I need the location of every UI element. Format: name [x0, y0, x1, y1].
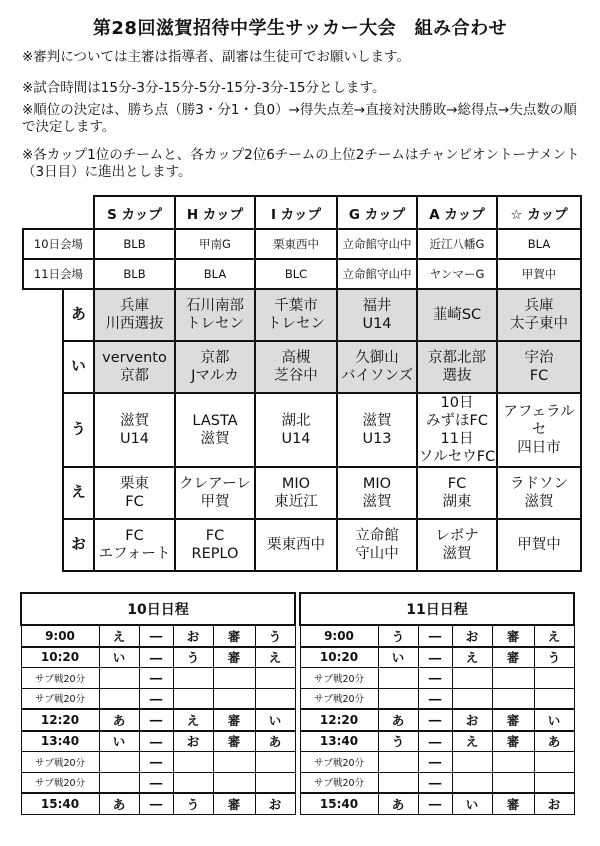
referee-mark	[492, 752, 534, 773]
venue-row	[23, 259, 581, 289]
schedule-cell	[378, 668, 418, 689]
schedule-time: 15:40	[300, 793, 378, 814]
schedule-cell: あ	[255, 731, 295, 752]
schedule-row	[300, 731, 574, 752]
schedule-cell: え	[534, 625, 574, 647]
schedule-cell	[99, 772, 139, 793]
cup-header: S カップ	[94, 196, 175, 229]
team-cell	[94, 341, 175, 393]
team-name-line: クレアーレ	[179, 476, 251, 492]
schedule-cell	[99, 752, 139, 773]
team-cell	[255, 467, 337, 519]
team-cell	[94, 393, 175, 467]
team-name-line: 甲賀	[200, 494, 230, 510]
schedule-time: サブ戦20分	[21, 688, 99, 709]
team-cell	[94, 289, 175, 341]
schedule-row	[300, 688, 574, 709]
venue-row	[23, 229, 581, 259]
schedule-cell	[99, 688, 139, 709]
schedule-time: サブ戦20分	[300, 688, 378, 709]
team-name-line: 石川南部	[186, 298, 244, 314]
team-name-line: MIO	[362, 476, 392, 492]
group-row	[23, 393, 581, 467]
team-name-line: 栗東西中	[267, 537, 325, 553]
team-name-line: U13	[362, 431, 392, 447]
schedule-cell	[452, 772, 492, 793]
venue-label: 10日会場	[23, 229, 94, 259]
venue-cell: BLA	[497, 229, 581, 259]
schedule-cell	[255, 688, 295, 709]
team-name-line: 滋賀	[362, 494, 392, 510]
schedule-cell: あ	[99, 793, 139, 814]
schedule-cell: え	[452, 731, 492, 752]
team-cell	[175, 341, 255, 393]
group-table	[22, 195, 582, 572]
schedule-time: サブ戦20分	[21, 752, 99, 773]
team-name-line: MIO	[281, 476, 311, 492]
team-name-line: FC	[125, 494, 144, 510]
schedule-cell: ―	[139, 625, 173, 647]
referee-mark	[213, 668, 255, 689]
schedule-cell: え	[99, 625, 139, 647]
team-name-line: Jマルカ	[191, 368, 239, 384]
team-name-line: 兵庫	[524, 298, 554, 314]
schedule-row	[21, 793, 295, 814]
schedule-time: 9:00	[300, 625, 378, 647]
referee-mark: 審	[492, 731, 534, 752]
team-name-line: トレセン	[267, 316, 325, 332]
venue-cell: BLB	[94, 229, 175, 259]
schedule-cell: ―	[139, 731, 173, 752]
team-name-line: エフォート	[98, 546, 171, 562]
schedule-time: 12:20	[21, 709, 99, 731]
schedule-row	[21, 625, 295, 647]
schedule-cell	[255, 772, 295, 793]
team-cell	[497, 393, 581, 467]
schedule-cell: お	[452, 709, 492, 731]
team-name-line: FC	[447, 476, 467, 492]
note-match-time: ※試合時間は15分-3分-15分-5分-15分-3分-15分とします。	[22, 80, 386, 96]
team-name-line: 滋賀	[200, 431, 230, 447]
team-name-line: 久御山	[355, 350, 399, 366]
schedule-row	[21, 647, 295, 668]
team-name-line: ラドソン	[510, 476, 568, 492]
schedule-cell: う	[255, 625, 295, 647]
venue-cell: BLA	[175, 259, 255, 289]
schedule-cell: え	[452, 647, 492, 668]
team-name-line: アフェラルセ	[503, 404, 575, 438]
schedule-cell: う	[378, 731, 418, 752]
schedule-cell: あ	[99, 709, 139, 731]
team-cell	[337, 467, 417, 519]
cup-header: I カップ	[255, 196, 337, 229]
cup-header: ☆ カップ	[497, 196, 581, 229]
team-cell	[417, 393, 497, 467]
team-cell	[417, 289, 497, 341]
schedule-cell	[173, 668, 213, 689]
team-name-line: 選抜	[442, 368, 472, 384]
schedule-cell: う	[534, 647, 574, 668]
team-name-line: 東近江	[274, 494, 318, 510]
team-cell	[175, 519, 255, 571]
schedule-cell: ―	[418, 772, 452, 793]
team-name-line: U14	[119, 431, 150, 447]
schedule-cell	[378, 688, 418, 709]
schedule-day11	[299, 592, 575, 815]
team-name-line: 栗東	[120, 476, 149, 492]
team-name-line: 守山中	[355, 546, 399, 562]
schedule-cell: ―	[418, 668, 452, 689]
team-cell	[255, 393, 337, 467]
schedule-time: 10:20	[300, 647, 378, 668]
team-cell	[94, 519, 175, 571]
team-cell	[417, 341, 497, 393]
team-cell	[417, 519, 497, 571]
team-name-line: 甲賀中	[517, 537, 561, 553]
schedule-cell: い	[99, 647, 139, 668]
team-cell	[417, 467, 497, 519]
team-name-line: 川西選抜	[105, 316, 164, 332]
team-name-line: U14	[362, 316, 392, 332]
schedule-title: 11日日程	[300, 593, 574, 625]
team-name-line: 兵庫	[120, 298, 149, 314]
note-ranking: ※順位の決定は、勝ち点（勝3・分1・負0）→得失点差→直接対決勝敗→総得点→失点数の順で決定します。	[22, 102, 577, 135]
schedule-time: サブ戦20分	[300, 772, 378, 793]
schedule-row	[300, 772, 574, 793]
schedule-row	[300, 625, 574, 647]
team-cell	[497, 341, 581, 393]
schedule-row	[300, 793, 574, 814]
group-label: え	[63, 467, 94, 519]
cup-header: H カップ	[175, 196, 255, 229]
note-referee: ※審判については主審は指導者、副審は生徒可でお願いします。	[22, 49, 410, 65]
schedule-cell: ―	[418, 731, 452, 752]
schedule-cell	[173, 772, 213, 793]
referee-mark: 審	[213, 625, 255, 647]
team-name-line: 立命館	[355, 528, 399, 544]
schedule-cell: ―	[418, 688, 452, 709]
schedule-cell: い	[99, 731, 139, 752]
schedule-row	[300, 709, 574, 731]
cup-header-row	[23, 196, 581, 229]
team-cell	[94, 467, 175, 519]
schedule-row	[300, 668, 574, 689]
group-row	[23, 467, 581, 519]
team-name-line: 京都	[120, 368, 149, 384]
schedule-cell: お	[173, 625, 213, 647]
schedule-time: 13:40	[300, 731, 378, 752]
schedule-title: 10日日程	[21, 593, 295, 625]
referee-mark: 審	[213, 731, 255, 752]
team-name-line: 滋賀	[362, 413, 392, 429]
schedule-cell: あ	[378, 709, 418, 731]
team-name-line: ソルセウFC	[418, 449, 496, 465]
venue-cell: ヤンマーG	[417, 259, 497, 289]
schedule-cell: ―	[139, 709, 173, 731]
team-name-line: vervento	[102, 350, 167, 366]
referee-mark: 審	[213, 709, 255, 731]
schedule-title-row	[21, 593, 295, 625]
schedule-cell: い	[255, 709, 295, 731]
team-name-line: 京都	[200, 350, 230, 366]
schedule-title-row	[300, 593, 574, 625]
schedule-time: サブ戦20分	[21, 772, 99, 793]
group-spacer	[23, 519, 63, 571]
team-name-line: 滋賀	[120, 413, 149, 429]
schedule-cell	[534, 772, 574, 793]
group-label: う	[63, 393, 94, 467]
team-name-line: LASTA	[192, 413, 238, 429]
group-spacer	[23, 393, 63, 467]
team-name-line: バイソンズ	[340, 368, 414, 384]
schedule-cell	[173, 752, 213, 773]
schedule-cell	[452, 688, 492, 709]
team-name-line: FC	[125, 528, 144, 544]
schedule-row	[21, 688, 295, 709]
venue-cell: BLC	[255, 259, 337, 289]
team-cell	[497, 519, 581, 571]
schedule-row	[21, 752, 295, 773]
team-name-line: 太子東中	[510, 316, 568, 332]
schedule-cell	[452, 668, 492, 689]
team-cell	[255, 519, 337, 571]
group-row	[23, 341, 581, 393]
schedule-cell: ―	[418, 647, 452, 668]
venue-cell: 近江八幡G	[417, 229, 497, 259]
team-name-line: 11日	[440, 431, 474, 447]
cup-header: G カップ	[337, 196, 417, 229]
schedule-cell: ―	[139, 793, 173, 814]
schedule-time: サブ戦20分	[300, 668, 378, 689]
schedule-cell	[452, 752, 492, 773]
venue-cell: 甲賀中	[497, 259, 581, 289]
team-name-line: 湖北	[281, 413, 311, 429]
team-name-line: 10日	[440, 395, 474, 411]
schedule-cell: ―	[139, 752, 173, 773]
referee-mark	[492, 688, 534, 709]
schedule-time: 12:20	[300, 709, 378, 731]
team-name-line: トレセン	[186, 316, 244, 332]
schedule-row	[21, 709, 295, 731]
schedule-cell: ―	[418, 752, 452, 773]
schedule-cell: あ	[378, 793, 418, 814]
referee-mark: 審	[213, 647, 255, 668]
group-label: い	[63, 341, 94, 393]
team-cell	[337, 519, 417, 571]
schedule-cell	[378, 752, 418, 773]
team-name-line: U14	[281, 431, 311, 447]
schedule-row	[300, 752, 574, 773]
schedule-cell: え	[173, 709, 213, 731]
referee-mark: 審	[213, 793, 255, 814]
group-label: お	[63, 519, 94, 571]
venue-cell: 立命館守山中	[337, 259, 417, 289]
team-cell	[175, 467, 255, 519]
venue-cell: BLB	[94, 259, 175, 289]
schedule-row	[21, 668, 295, 689]
schedule-cell: お	[452, 625, 492, 647]
group-spacer	[23, 467, 63, 519]
team-cell	[337, 289, 417, 341]
team-name-line: 芝谷中	[274, 368, 318, 384]
schedule-cell: う	[378, 625, 418, 647]
referee-mark: 審	[492, 647, 534, 668]
schedule-cell: ―	[139, 647, 173, 668]
group-row	[23, 519, 581, 571]
team-name-line: 滋賀	[442, 546, 472, 562]
venue-label: 11日会場	[23, 259, 94, 289]
schedule-cell	[255, 668, 295, 689]
schedule-cell: う	[173, 647, 213, 668]
referee-mark	[213, 772, 255, 793]
schedule-cell: お	[255, 793, 295, 814]
cup-header: A カップ	[417, 196, 497, 229]
team-name-line: FC	[205, 528, 225, 544]
empty-corner	[23, 196, 94, 229]
schedule-cell: い	[534, 709, 574, 731]
schedule-time: 13:40	[21, 731, 99, 752]
team-name-line: 千葉市	[274, 298, 318, 314]
schedule-cell: あ	[534, 731, 574, 752]
schedule-cell	[534, 668, 574, 689]
team-name-line: 滋賀	[524, 494, 554, 510]
team-name-line: 四日市	[517, 440, 561, 456]
schedule-row	[21, 772, 295, 793]
group-label: あ	[63, 289, 94, 341]
team-name-line: 韮崎SC	[432, 307, 482, 323]
schedule-time: 10:20	[21, 647, 99, 668]
schedule-cell: い	[378, 647, 418, 668]
schedule-cell	[99, 668, 139, 689]
team-name-line: FC	[529, 368, 549, 384]
team-name-line: 京都北部	[428, 350, 486, 366]
group-row	[23, 289, 581, 341]
referee-mark	[492, 668, 534, 689]
schedule-cell: ―	[418, 625, 452, 647]
team-name-line: みずほFC	[426, 413, 488, 429]
venue-cell: 栗東西中	[255, 229, 337, 259]
referee-mark: 審	[492, 625, 534, 647]
schedule-cell	[534, 688, 574, 709]
schedule-time: サブ戦20分	[300, 752, 378, 773]
team-name-line: 福井	[362, 298, 392, 314]
schedule-cell: ―	[418, 793, 452, 814]
schedule-time: 15:40	[21, 793, 99, 814]
group-spacer	[23, 289, 63, 341]
referee-mark	[213, 752, 255, 773]
team-cell	[497, 289, 581, 341]
schedule-cell: ―	[139, 688, 173, 709]
referee-mark: 審	[492, 709, 534, 731]
schedule-row	[300, 647, 574, 668]
referee-mark: 審	[492, 793, 534, 814]
schedule-cell: え	[255, 647, 295, 668]
schedule-row	[21, 731, 295, 752]
schedule-cell	[534, 752, 574, 773]
schedule-cell: お	[534, 793, 574, 814]
referee-mark	[213, 688, 255, 709]
team-cell	[337, 393, 417, 467]
team-name-line: 宇治	[524, 350, 554, 366]
venue-cell: 甲南G	[175, 229, 255, 259]
schedule-cell: う	[173, 793, 213, 814]
team-name-line: レボナ	[435, 528, 479, 544]
team-cell	[175, 289, 255, 341]
schedule-cell: ―	[418, 709, 452, 731]
page-title: 第28回滋賀招待中学生サッカー大会 組み合わせ	[92, 18, 508, 39]
schedule-cell	[173, 688, 213, 709]
schedule-cell: い	[452, 793, 492, 814]
schedule-cell	[255, 752, 295, 773]
schedule-cell	[378, 772, 418, 793]
schedule-time: サブ戦20分	[21, 668, 99, 689]
schedule-day10	[20, 592, 296, 815]
team-name-line: 湖東	[442, 494, 472, 510]
team-name-line: REPLO	[191, 546, 239, 562]
group-spacer	[23, 341, 63, 393]
team-cell	[497, 467, 581, 519]
schedule-cell: ―	[139, 772, 173, 793]
team-cell	[175, 393, 255, 467]
venue-cell: 立命館守山中	[337, 229, 417, 259]
team-cell	[255, 341, 337, 393]
schedule-cell: お	[173, 731, 213, 752]
team-cell	[337, 341, 417, 393]
schedule-time: 9:00	[21, 625, 99, 647]
schedule-cell: ―	[139, 668, 173, 689]
team-name-line: 高槻	[281, 350, 311, 366]
referee-mark	[492, 772, 534, 793]
note-tournament: ※各カップ1位のチームと、各カップ2位6チームの上位2チームはチャンピオントーナメント（3日目）に進出とします。	[22, 147, 580, 180]
team-cell	[255, 289, 337, 341]
